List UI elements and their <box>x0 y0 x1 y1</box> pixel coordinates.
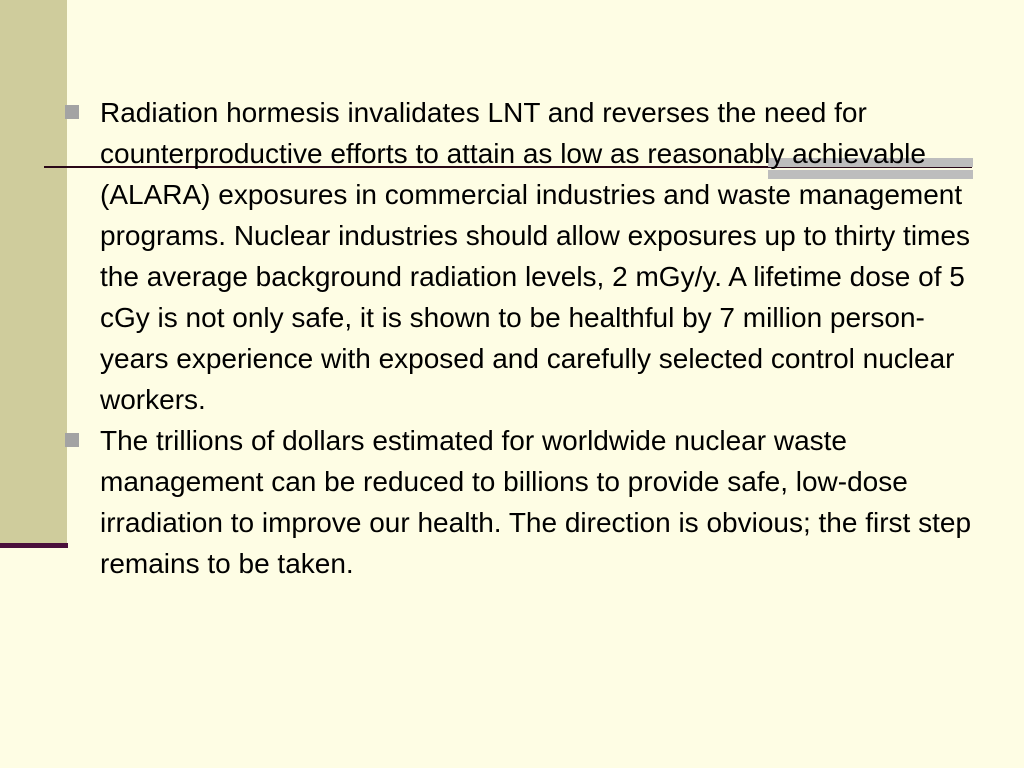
bullet-item-1 <box>100 92 972 420</box>
square-bullet-icon <box>65 105 79 119</box>
left-decor-band <box>0 0 67 546</box>
square-bullet-icon <box>65 433 79 447</box>
bullet-text: Radiation hormesis invalidates LNT and reverses the need for counterproductive efforts to attain as low as reasonably achievable (ALARA) exposures in commercial industries and waste management programs. Nuclear industries should allow exposures up to thirty times the average background radiation levels, 2 mGy/y. A lifetime dose of 5 cGy is not only safe, it is shown to be healthful by 7 million person-years experience with exposed and carefully selected control nuclear workers. <box>100 97 970 415</box>
slide-bullet-list <box>100 92 972 584</box>
left-accent-bar <box>0 543 68 548</box>
bullet-text: The trillions of dollars estimated for worldwide nuclear waste management can be reduced to billions to provide safe, low-dose irradiation to improve our health. The direction is obvious; the first step remains to be taken. <box>100 425 972 579</box>
bullet-item-2 <box>100 420 972 584</box>
